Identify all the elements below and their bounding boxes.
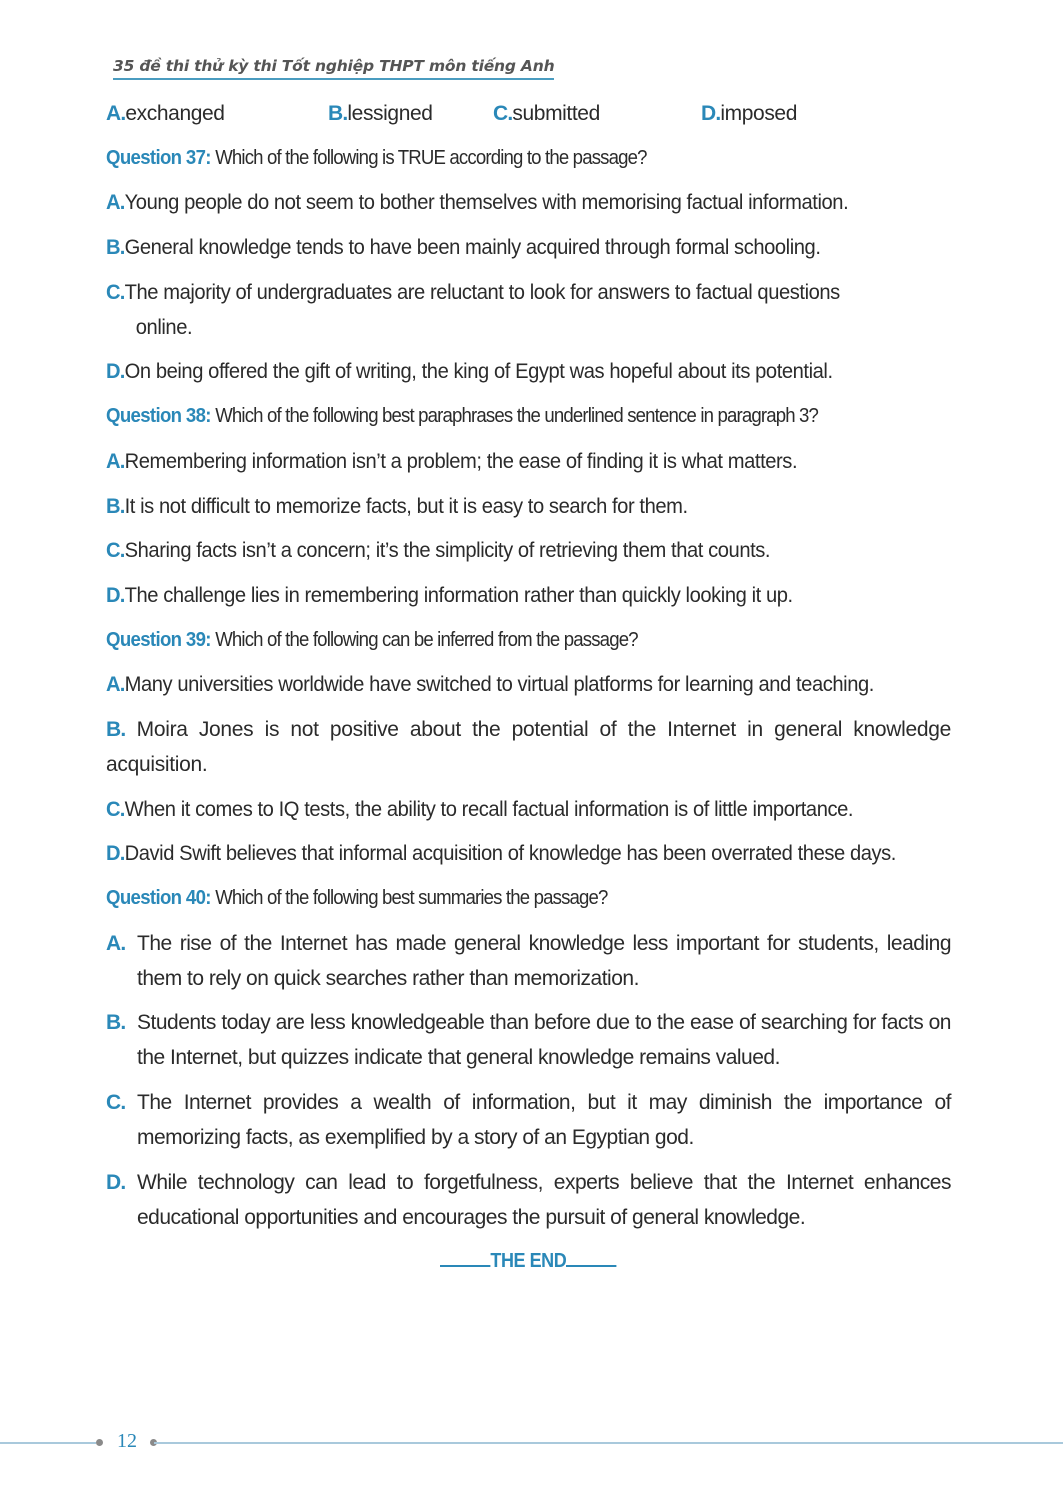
q37-option-d[interactable]: D.On being offered the gift of writing, the king of Egypt was hopeful about its potential.	[106, 360, 833, 384]
end-underline-left	[440, 1264, 490, 1267]
q39-option-a[interactable]: A.Many universities worldwide have switched to virtual platforms for learning and teaching.	[106, 673, 874, 697]
q39-option-b[interactable]: B. Moira Jones is not positive about the potential of the Internet in general knowledge acquisition.	[106, 717, 951, 776]
q40-option-a[interactable]: A. The rise of the Internet has made general knowledge less important for students, leading them to rely on quick searches rather than memorization.	[106, 931, 951, 990]
q40-option-c[interactable]: C. The Internet provides a wealth of information, but it may diminish the importance of memorizing facts, as exemplified by a story of an Egyptian god.	[106, 1091, 951, 1150]
question-label: Question 40:	[106, 887, 211, 909]
question-37	[106, 141, 892, 176]
question-text: Which of the following can be inferred from the passage?	[215, 628, 638, 651]
footer-rule-left	[0, 1442, 96, 1444]
question-40	[106, 881, 892, 916]
page-footer	[0, 1432, 1063, 1452]
question-label: Question 39:	[106, 628, 211, 651]
q37-option-b[interactable]: B.General knowledge tends to have been mainly acquired through formal schooling.	[106, 236, 821, 260]
page-number: 12	[117, 1430, 137, 1452]
q38-option-c[interactable]: C.Sharing facts isn’t a concern; it’s the simplicity of retrieving them that counts.	[106, 539, 771, 563]
exam-content	[106, 96, 951, 1244]
q36-option-b[interactable]: B.lessigned	[328, 102, 433, 125]
footer-dot-left-icon	[96, 1439, 103, 1446]
question-text: Which of the following best paraphrases the underlined sentence in paragraph 3?	[215, 405, 819, 428]
q39-option-d[interactable]: D.David Swift believes that informal acquisition of knowledge has been overrated these days.	[106, 842, 896, 866]
q36-option-d[interactable]: D.imposed	[701, 102, 797, 125]
question-39	[106, 623, 892, 658]
running-header: 35 đề thi thử kỳ thi Tốt nghiệp THPT môn tiếng Anh	[113, 57, 554, 80]
q39-option-c[interactable]: C.When it comes to IQ tests, the ability to recall factual information is of little importance.	[106, 797, 854, 821]
q36-option-c[interactable]: C.submitted	[493, 102, 600, 125]
q38-option-d[interactable]: D.The challenge lies in remembering information rather than quickly looking it up.	[106, 583, 793, 607]
question-label: Question 37:	[106, 146, 211, 169]
question-38	[106, 399, 892, 434]
question-text: Which of the following is TRUE according to the passage?	[215, 146, 647, 169]
q40-option-d[interactable]: D. While technology can lead to forgetfulness, experts believe that the Internet enhances educational opportunities and encourages the pursuit of general knowledge.	[106, 1170, 951, 1229]
q36-option-a[interactable]: A.exchanged	[106, 102, 225, 125]
q40-option-b[interactable]: B. Students today are less knowledgeable than before due to the ease of searching for facts on the Internet, but quizzes indicate that general knowledge remains valued.	[106, 1011, 951, 1070]
q38-option-b[interactable]: B.It is not difficult to memorize facts, but it is easy to search for them.	[106, 494, 688, 518]
q37-option-a[interactable]: A.Young people do not seem to bother themselves with memorising factual information.	[106, 191, 849, 215]
q38-option-a[interactable]: A.Remembering information isn’t a problem; the ease of finding it is what matters.	[106, 449, 798, 473]
q36-options	[106, 96, 951, 131]
footer-rule-right	[154, 1442, 1063, 1444]
q37-option-c-continued: online.	[135, 315, 193, 339]
end-underline-right	[566, 1264, 616, 1267]
question-text: Which of the following best summaries the passage?	[215, 887, 608, 909]
question-label: Question 38:	[106, 405, 211, 428]
the-end-marker: THE END	[440, 1250, 617, 1273]
q37-option-c[interactable]: C.The majority of undergraduates are reluctant to look for answers to factual questions	[106, 280, 840, 304]
